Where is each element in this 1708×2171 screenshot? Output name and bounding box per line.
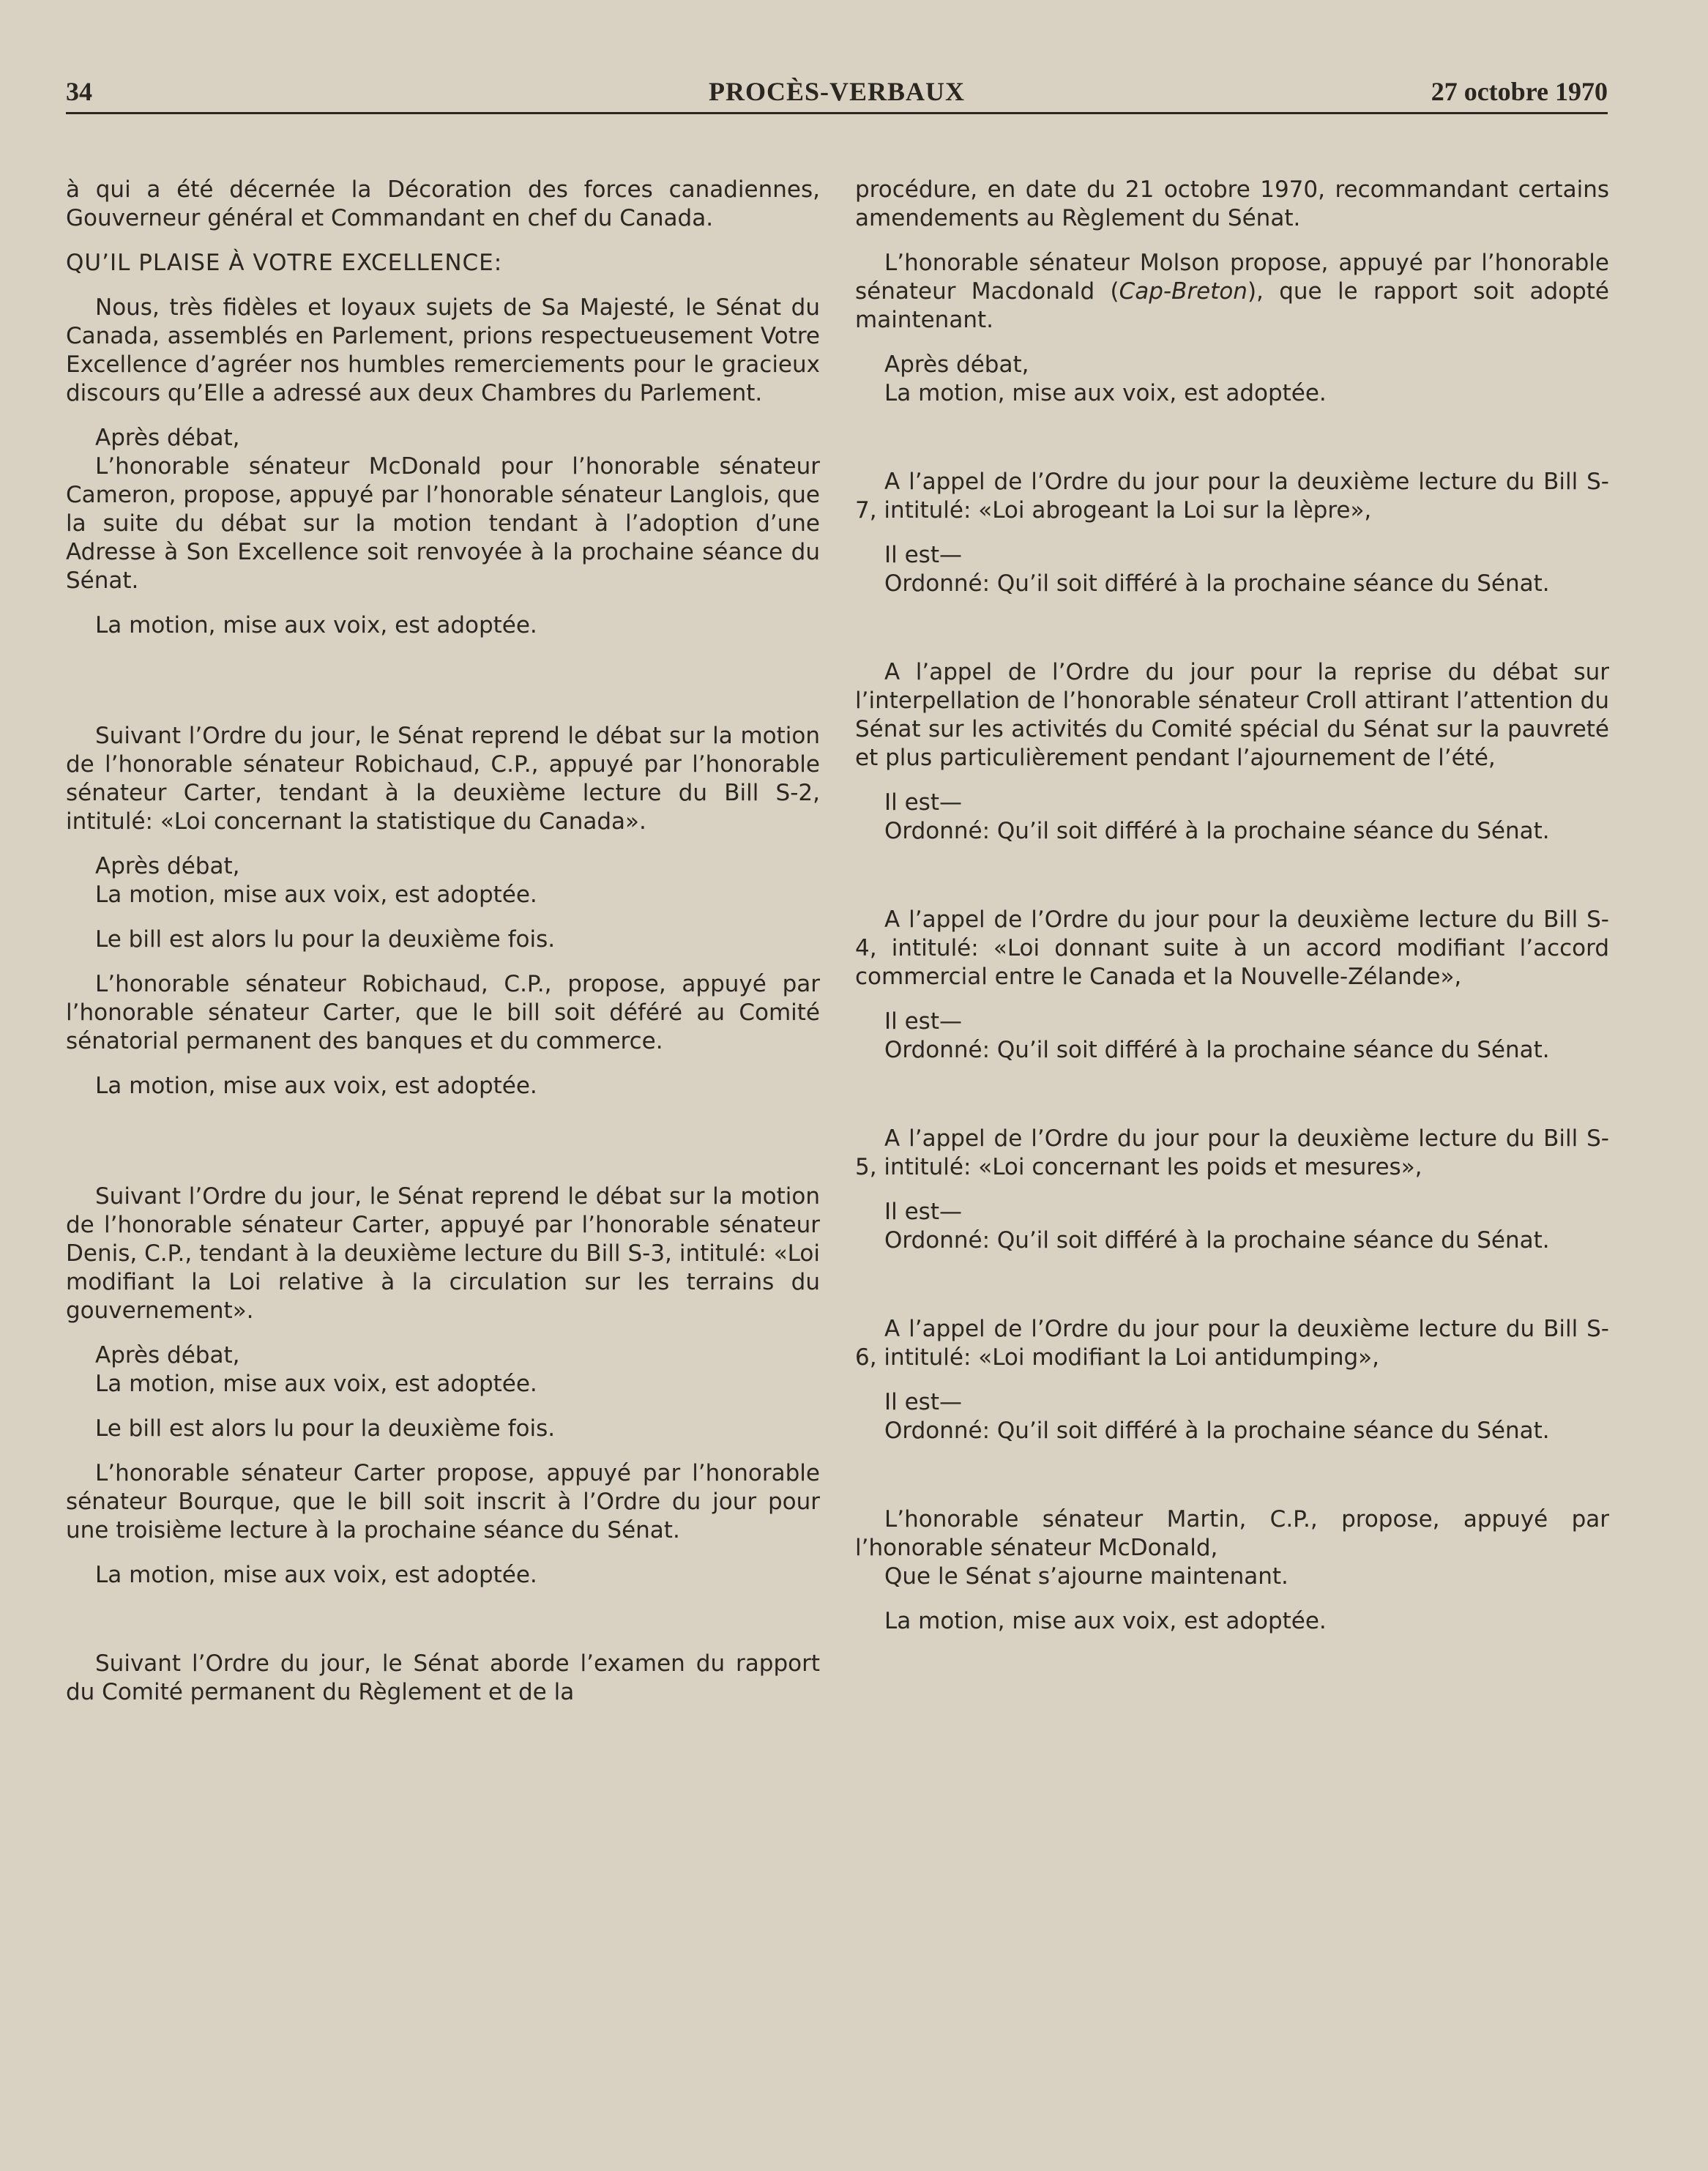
paragraph: Ordonné: Qu’il soit différé à la prochaine séance du Sénat. [884,1037,1550,1063]
left-column [66,176,820,1723]
text-run: L’honorable sénateur Molson propose, appuyé par l’honorable sénateur Macdonald ( [855,250,1609,305]
section-gap [66,1117,820,1183]
paragraph: A l’appel de l’Ordre du jour pour la deuxième lecture du Bill S-7, intitulé: «Loi abrogeant la Loi sur la lèpre», [855,469,1609,524]
paragraph: A l’appel de l’Ordre du jour pour la deuxième lecture du Bill S-6, intitulé: «Loi modifiant la Loi antidumping», [855,1316,1609,1371]
section-gap [66,656,820,722]
paragraph-line: Après débat, [95,853,240,879]
paragraph: La motion, mise aux voix, est adoptée. [95,1562,537,1588]
page-title: PROCÈS-VERBAUX [708,77,966,106]
paragraph-line: Il est— [884,1389,962,1415]
paragraph: Suivant l’Ordre du jour, le Sénat aborde l’examen du rapport du Comité permanent du Règlement et de la [66,1650,820,1705]
paragraph: à qui a été décernée la Décoration des forces canadiennes, Gouverneur général et Commandant en chef du Canada. [66,176,820,231]
paragraph-line: Il est— [884,789,962,816]
paragraph: A l’appel de l’Ordre du jour pour la deuxième lecture du Bill S-5, intitulé: «Loi concernant les poids et mesures», [855,1125,1609,1180]
paragraph-line: Après débat, [95,1342,240,1368]
paragraph: Le bill est alors lu pour la deuxième fois. [95,1415,556,1442]
paragraph: A l’appel de l’Ordre du jour pour la reprise du débat sur l’interpellation de l’honorable sénateur Croll attirant l’attention du Sénat sur les activités du Comité spécial du Sénat sur la pauvreté et plus particulièrement pendant l’ajournement de l’été, [855,659,1609,771]
address-heading: QU’IL PLAISE À VOTRE EXCELLENCE: [66,250,503,276]
paragraph-line: Après débat, [884,351,1029,378]
section-gap [855,614,1609,658]
paragraph: La motion, mise aux voix, est adoptée. [884,1608,1327,1634]
paragraph: procédure, en date du 21 octobre 1970, recommandant certains amendements au Règlement du Sénat. [855,176,1609,231]
section-gap [855,1461,1609,1505]
paragraph-line: Il est— [884,542,962,568]
paragraph: Ordonné: Qu’il soit différé à la prochaine séance du Sénat. [884,1227,1550,1254]
page-header [66,76,1608,114]
paragraph: Suivant l’Ordre du jour, le Sénat reprend le débat sur la motion de l’honorable sénateur Carter, appuyé par l’honorable sénateur Denis, C.P., tendant à la deuxième lecture du Bill S-3, intitulé: «Loi modifiant la Loi relative à la circulation sur les terrains du gouvernement». [66,1183,820,1324]
section-gap [855,862,1609,906]
paragraph: Nous, très fidèles et loyaux sujets de Sa Majesté, le Sénat du Canada, assemblés en Parlement, prions respectueusement Votre Excellence d’agréer nos humbles remerciements pour le gracieux discours qu’Elle a adressé aux deux Chambres du Parlement. [66,294,820,406]
header-rule [66,112,1608,114]
paragraph: Ordonné: Qu’il soit différé à la prochaine séance du Sénat. [884,570,1550,597]
paragraph-line: L’honorable sénateur Martin, C.P., propose, appuyé par l’honorable sénateur McDonald, [855,1506,1609,1561]
right-column [855,176,1609,1652]
text-run: ), que le rapport soit adopté maintenant. [855,278,1609,333]
paragraph: L’honorable sénateur Robichaud, C.P., propose, appuyé par l’honorable sénateur Carter, que le bill soit déféré au Comité sénatorial permanent des banques et du commerce. [66,971,820,1054]
section-gap [855,1081,1609,1125]
paragraph: Ordonné: Qu’il soit différé à la prochaine séance du Sénat. [884,1418,1550,1444]
paragraph: A l’appel de l’Ordre du jour pour la deuxième lecture du Bill S-4, intitulé: «Loi donnant suite à un accord modifiant l’accord commercial entre le Canada et la Nouvelle-Zélande», [855,906,1609,990]
page-number: 34 [66,77,92,106]
paragraph: La motion, mise aux voix, est adoptée. [884,380,1327,406]
paragraph: La motion, mise aux voix, est adoptée. [95,882,537,908]
paragraph-line: Il est— [884,1199,962,1225]
section-gap [855,424,1609,468]
page-date: 27 octobre 1970 [1431,77,1608,106]
paragraph: La motion, mise aux voix, est adoptée. [95,1371,537,1397]
paragraph: La motion, mise aux voix, est adoptée. [95,1073,537,1099]
section-gap [855,1271,1609,1315]
paragraph-line: Après débat, [95,425,240,451]
paragraph: La motion, mise aux voix, est adoptée. [95,612,537,638]
paragraph: Ordonné: Qu’il soit différé à la prochaine séance du Sénat. [884,818,1550,844]
paragraph [855,249,1609,335]
section-gap [66,1606,820,1650]
paragraph: Suivant l’Ordre du jour, le Sénat reprend le débat sur la motion de l’honorable sénateur Robichaud, C.P., appuyé par l’honorable sénateur Carter, tendant à la deuxième lecture du Bill S-2, intitulé: «Loi concernant la statistique du Canada». [66,723,820,835]
paragraph-line: Il est— [884,1008,962,1035]
italic-text: Cap-Breton [1119,278,1248,305]
paragraph: L’honorable sénateur McDonald pour l’honorable sénateur Cameron, propose, appuyé par l’honorable sénateur Langlois, que la suite du débat sur la motion tendant à l’adoption d’une Adresse à Son Excellence soit renvoyée à la prochaine séance du Sénat. [66,453,820,594]
paragraph: L’honorable sénateur Carter propose, appuyé par l’honorable sénateur Bourque, que le bill soit inscrit à l’Ordre du jour pour une troisième lecture à la prochaine séance du Sénat. [66,1460,820,1543]
paragraph: Le bill est alors lu pour la deuxième fois. [95,926,556,953]
paragraph: Que le Sénat s’ajourne maintenant. [884,1563,1289,1590]
